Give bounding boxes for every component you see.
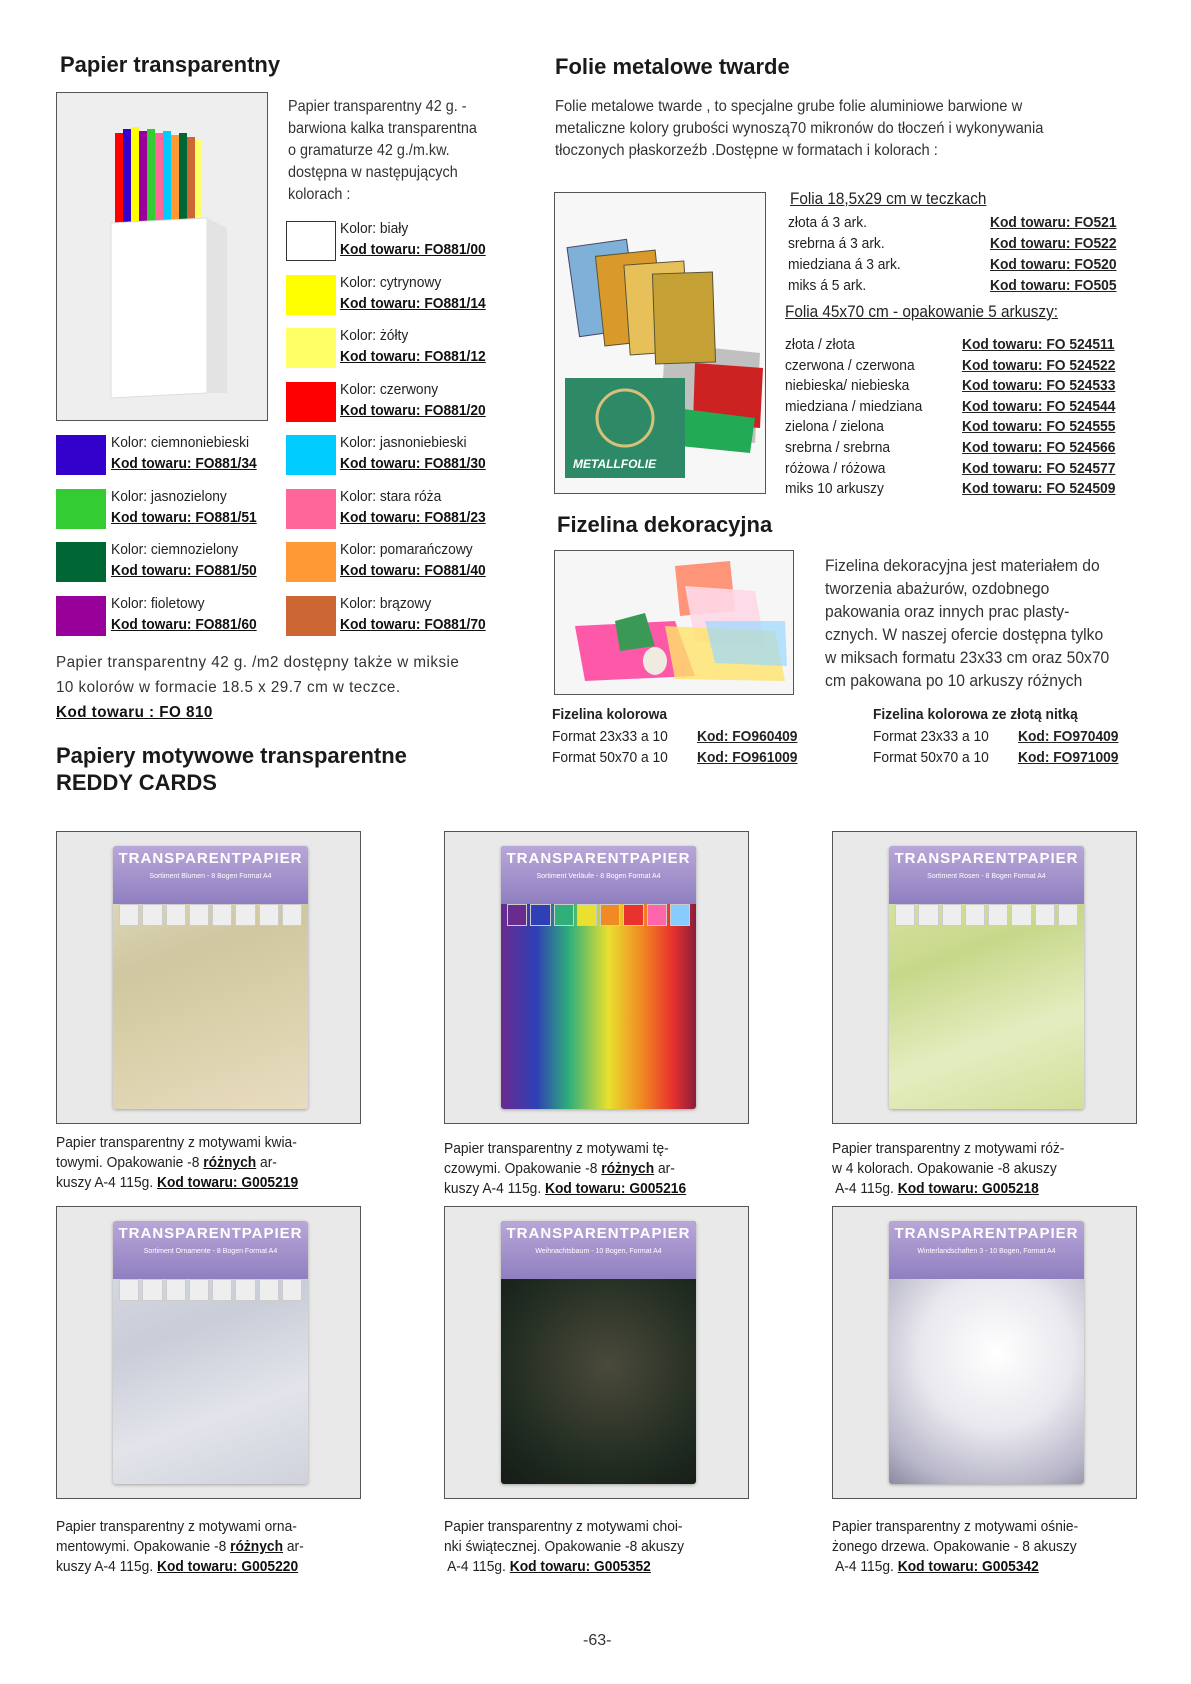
metal-foil-logo: METALLFOLIE [573,457,657,471]
color-code: Kod towaru: FO881/70 [340,615,486,633]
product-caption [56,1517,332,1577]
mix-code: Kod towaru : FO 810 [56,704,213,721]
package-subtitle: Weihnachtsbaum - 10 Bogen, Format A4 [535,1248,662,1255]
metal-foil-description: Folie metalowe twarde , to specjalne grube folie aluminiowe barwione w metaliczne kolory grubości wynoszą70 mikronów do tłoczeń i wykonywania tłoczonych płaskorzeźb .Dostępne w formatach i kolorach : [555,98,1044,159]
caption-line [56,1153,332,1173]
caption-emphasis: różnych [601,1160,655,1177]
caption-line [832,1557,1108,1577]
foil-row-label: niebieska/ niebieska [785,377,910,395]
product-package [113,846,308,1109]
product-photo-paper-box [56,92,268,421]
caption-line: Papier transparentny z motywami ośnie- [832,1518,1079,1535]
foil-row-label: miks á 5 ark. [788,277,867,294]
color-swatch [56,542,106,582]
color-code: Kod towaru: FO881/40 [340,562,486,579]
fizelina-col2-title: Fizelina kolorowa ze złotą nitką [873,706,1078,723]
caption-text: towymi. Opakowanie -8 [56,1154,204,1171]
caption-text: kuszy A-4 115g. [56,1174,158,1191]
caption-line: Papier transparentny z motywami orna- [56,1518,297,1535]
section-title-fizelina: Fizelina dekoracyjna [557,512,773,537]
fizelina-col2-row: Format 50x70 a 10 [873,749,989,766]
foil-row-label: srebrna / srebrna [785,439,891,456]
fizelina-col1-title: Fizelina kolorowa [552,706,668,723]
package-header [889,846,1084,904]
thumbnail [895,904,915,926]
color-name: Kolor: fioletowy [111,594,205,612]
caption-line [444,1179,720,1199]
foil-row-code: Kod towaru: FO 524511 [962,336,1115,353]
package-brand: TRANSPARENTPAPIER [118,850,303,867]
foil-row-label: złota á 3 ark. [788,214,868,231]
foil-row-code: Kod towaru: FO522 [990,235,1117,252]
section-title-transparent-paper: Papier transparentny [60,52,281,77]
color-swatch [56,596,106,636]
color-swatch [286,328,336,368]
thumbnail [166,1279,186,1301]
thumbnail [119,1279,139,1301]
product-caption [444,1517,720,1577]
product-photo [832,831,1137,1124]
thumbnail [623,904,643,926]
color-name: Kolor: jasnoniebieski [340,434,467,451]
fizelina-col1-code: Kod: FO961009 [697,749,798,766]
package-brand: TRANSPARENTPAPIER [894,850,1079,867]
color-name: Kolor: biały [340,220,409,237]
caption-text: kuszy A-4 115g. [444,1180,546,1197]
caption-line [56,1173,332,1193]
caption-text: A-4 115g. [832,1558,898,1575]
color-swatch [286,275,336,315]
foil-row-label: zielona / zielona [785,418,884,436]
caption-text: żonego drzewa. Opakowanie - 8 akuszy [832,1538,1077,1555]
package-header [501,1221,696,1279]
thumbnail [259,904,279,926]
foil-row-code: Kod towaru: FO505 [990,277,1117,294]
foil-row-code: Kod towaru: FO 524555 [962,418,1116,436]
caption-line [832,1179,1108,1199]
thumbnail [235,904,255,926]
color-code: Kod towaru: FO881/60 [111,615,257,633]
product-package [889,1221,1084,1484]
product-photo-metal-foil [554,192,766,494]
package-subtitle: Sortiment Blumen - 8 Bogen Format A4 [149,873,272,880]
thumbnail [212,1279,232,1301]
caption-text: ar- [283,1538,304,1555]
color-code: Kod towaru: FO881/50 [111,562,257,579]
caption-text: kuszy A-4 115g. [56,1558,158,1575]
color-name: Kolor: stara róża [340,487,442,505]
package-thumbnails [889,904,1084,926]
thumbnail [1035,904,1055,926]
foil-row-label: miks 10 arkuszy [785,480,884,498]
package-header [501,846,696,904]
color-swatch [286,221,336,261]
product-code: Kod towaru: G005218 [897,1180,1039,1197]
thumbnail [259,1279,279,1301]
thumbnail [1011,904,1031,926]
color-name: Kolor: czerwony [340,380,439,398]
caption-text: w 4 kolorach. Opakowanie -8 akuszy [832,1160,1057,1177]
package-subtitle: Sortiment Ornamente - 8 Bogen Format A4 [143,1248,278,1255]
thumbnail [600,904,620,926]
package-brand: TRANSPARENTPAPIER [118,1225,303,1242]
caption-line [444,1159,720,1179]
product-caption [832,1517,1108,1577]
caption-text: A-4 115g. [832,1180,898,1197]
package-header [113,846,308,904]
caption-text: ar- [256,1154,277,1171]
caption-line: Papier transparentny z motywami róż- [832,1140,1065,1157]
product-caption [56,1133,332,1193]
thumbnail [577,904,597,926]
thumbnail [965,904,985,926]
foil-row-code: Kod towaru: FO 524544 [962,397,1116,415]
color-name: Kolor: żółty [340,327,409,344]
product-photo [56,1206,361,1499]
product-code: Kod towaru: G005216 [545,1180,687,1197]
foil-row-label: czerwona / czerwona [785,356,915,374]
thumbnail [507,904,527,926]
caption-emphasis: różnych [203,1154,257,1171]
color-swatch [56,489,106,529]
thumbnail [918,904,938,926]
product-package [501,846,696,1109]
caption-line [832,1537,1108,1557]
package-thumbnails [501,904,696,926]
foil-row-label: miedziana / miedziana [785,397,923,415]
color-name: Kolor: jasnozielony [111,487,227,505]
fizelina-col2-code: Kod: FO970409 [1018,728,1119,745]
caption-line: Papier transparentny z motywami kwia- [56,1134,297,1151]
thumbnail [1058,904,1078,926]
page-number: -63- [583,1632,612,1649]
caption-line [832,1159,1108,1179]
color-code: Kod towaru: FO881/00 [340,241,486,258]
color-code: Kod towaru: FO881/23 [340,508,486,526]
thumbnail [166,904,186,926]
foil-row-label: różowa / różowa [785,459,886,477]
thumbnail [189,904,209,926]
thumbnail [988,904,1008,926]
fizelina-col1-code: Kod: FO960409 [697,728,798,745]
product-code: Kod towaru: G005220 [157,1558,299,1575]
package-subtitle: Sortiment Verläufe - 8 Bogen Format A4 [536,873,661,880]
package-brand: TRANSPARENTPAPIER [894,1225,1079,1242]
package-thumbnails [113,904,308,926]
foil-row-label: miedziana á 3 ark. [788,256,901,273]
caption-text: czowymi. Opakowanie -8 [444,1160,602,1177]
thumbnail [530,904,550,926]
mix-description: Papier transparentny 42 g. /m2 dostępny także w miksie 10 kolorów w formacie 18.5 x 29.7 cm w teczce. Kod towaru : FO 810 [56,650,459,725]
color-code: Kod towaru: FO881/51 [111,508,257,526]
thumbnail [212,904,232,926]
color-name: Kolor: ciemnoniebieski [111,434,250,451]
fizelina-col1-row: Format 23x33 a 10 [552,728,668,745]
caption-text: A-4 115g. [444,1558,510,1575]
product-caption [444,1139,720,1199]
product-package [501,1221,696,1484]
color-swatch [286,489,336,529]
product-code: Kod towaru: G005352 [509,1558,651,1575]
package-thumbnails [113,1279,308,1301]
color-swatch [286,382,336,422]
product-photo-fizelina [554,550,794,695]
caption-line [56,1537,332,1557]
product-photo [56,831,361,1124]
fizelina-col2-code: Kod: FO971009 [1018,749,1119,766]
product-package [889,846,1084,1109]
package-brand: TRANSPARENTPAPIER [506,1225,691,1242]
product-code: Kod towaru: G005219 [157,1174,299,1191]
caption-text: mentowymi. Opakowanie -8 [56,1538,231,1555]
caption-line [444,1537,720,1557]
product-caption [832,1139,1108,1199]
thumbnail [142,904,162,926]
thumbnail [189,1279,209,1301]
thumbnail [235,1279,255,1301]
product-photo [444,831,749,1124]
transparent-paper-description: Papier transparentny 42 g. - barwiona kalka transparentna o gramaturze 42 g./m.kw. dostępna w następujących kolorach : [288,98,477,203]
caption-line [444,1557,720,1577]
foil-row-label: złota / złota [785,336,855,353]
product-photo [444,1206,749,1499]
product-photo [832,1206,1137,1499]
fizelina-description: Fizelina dekoracyjna jest materiałem do tworzenia abażurów, ozdobnego pakowania oraz innych prac plasty- cznych. W naszej ofercie dostępna tylko w miksach formatu 23x33 cm oraz 50x70 cm pakowana po 10 arkuszy różnych [825,556,1110,690]
package-subtitle: Sortiment Rosen - 8 Bogen Format A4 [927,873,1046,880]
caption-line: Papier transparentny z motywami tę- [444,1140,669,1157]
thumbnail [647,904,667,926]
section-title-motif-papers: Papiery motywowe transparentne REDDY CARDS [56,743,407,795]
foil-sub-heading-1: Folia 18,5x29 cm w teczkach [790,189,987,208]
foil-sub-heading-2: Folia 45x70 cm - opakowanie 5 arkuszy: [785,302,1058,321]
color-name: Kolor: ciemnozielony [111,541,239,558]
product-code: Kod towaru: G005342 [897,1558,1039,1575]
foil-row-code: Kod towaru: FO 524577 [962,459,1116,477]
foil-row-code: Kod towaru: FO 524522 [962,356,1116,374]
foil-row-code: Kod towaru: FO521 [990,214,1117,231]
caption-emphasis: różnych [230,1538,284,1555]
product-package [113,1221,308,1484]
caption-text: ar- [654,1160,675,1177]
color-code: Kod towaru: FO881/14 [340,294,486,312]
color-code: Kod towaru: FO881/20 [340,401,486,419]
thumbnail [670,904,690,926]
fizelina-col1-row: Format 50x70 a 10 [552,749,668,766]
color-swatch [286,435,336,475]
caption-line [56,1557,332,1577]
color-name: Kolor: pomarańczowy [340,541,473,558]
thumbnail [282,904,302,926]
foil-row-code: Kod towaru: FO520 [990,256,1117,273]
color-swatch [286,542,336,582]
caption-line: Papier transparentny z motywami choi- [444,1518,683,1535]
package-brand: TRANSPARENTPAPIER [506,850,691,867]
foil-row-code: Kod towaru: FO 524509 [962,480,1116,498]
thumbnail [554,904,574,926]
package-header [889,1221,1084,1279]
color-name: Kolor: brązowy [340,594,432,612]
thumbnail [942,904,962,926]
color-name: Kolor: cytrynowy [340,273,442,291]
foil-row-code: Kod towaru: FO 524566 [962,439,1116,456]
thumbnail [142,1279,162,1301]
caption-text: nki świątecznej. Opakowanie -8 akuszy [444,1538,685,1555]
foil-row-code: Kod towaru: FO 524533 [962,377,1116,395]
package-header [113,1221,308,1279]
section-title-metal-foil: Folie metalowe twarde [555,54,790,79]
color-swatch [56,435,106,475]
color-code: Kod towaru: FO881/12 [340,348,486,365]
thumbnail [119,904,139,926]
fizelina-col2-row: Format 23x33 a 10 [873,728,989,745]
thumbnail [282,1279,302,1301]
color-code: Kod towaru: FO881/30 [340,455,486,472]
package-subtitle: Winterlandschaften 3 - 10 Bogen, Format A4 [917,1248,1056,1255]
color-code: Kod towaru: FO881/34 [111,455,257,472]
foil-row-label: srebrna á 3 ark. [788,235,885,252]
color-swatch [286,596,336,636]
